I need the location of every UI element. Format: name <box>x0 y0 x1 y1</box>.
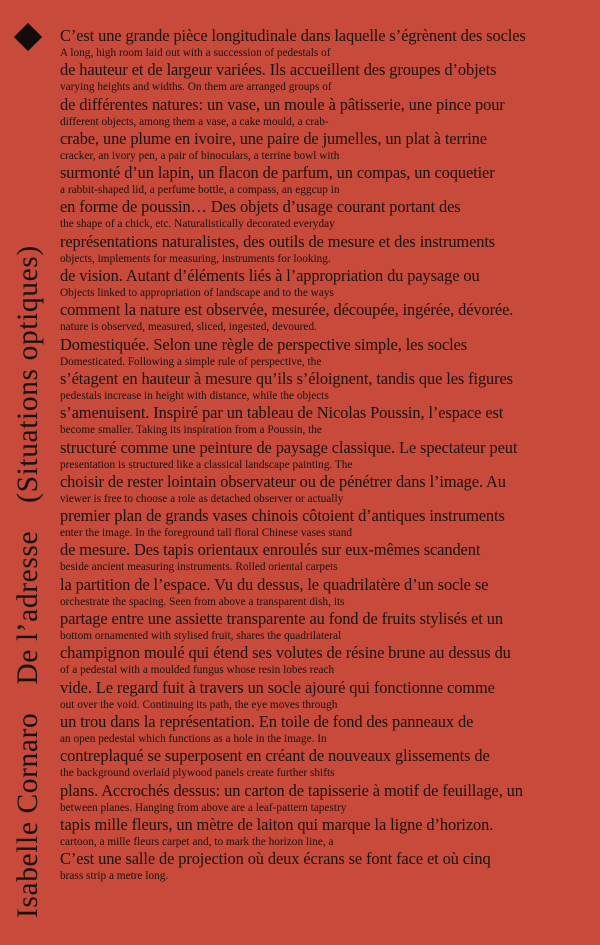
french-line: de différentes natures: un vase, un moule à pâtisserie, une pince pour <box>60 94 505 114</box>
french-line: comment la nature est observée, mesurée, découpée, ingérée, dévorée. <box>60 300 514 320</box>
english-line: Objects linked to appropriation of landscape and to the ways <box>60 287 334 300</box>
text-pair <box>60 746 595 780</box>
french-line: tapis mille fleurs, un mètre de laiton qui marque la ligne d’horizon. <box>60 814 494 834</box>
english-line: the shape of a chick, etc. Naturalistically decorated everyday <box>60 218 335 231</box>
french-line: la partition de l’espace. Vu du dessus, le quadrilatère d’un socle se <box>60 574 489 594</box>
text-pair <box>60 678 595 712</box>
french-line: de mesure. Des tapis orientaux enroulés sur eux-mêmes scandent <box>60 540 481 560</box>
french-line: structuré comme une peinture de paysage classique. Le spectateur peut <box>60 437 518 457</box>
diamond-ornament-icon <box>14 23 42 51</box>
english-line: Domesticated. Following a simple rule of perspective, the <box>60 355 322 368</box>
english-line: viewer is free to choose a role as detached observer or actually <box>60 492 344 505</box>
french-line: crabe, une plume en ivoire, une paire de jumelles, un plat à terrine <box>60 128 487 148</box>
french-line: de vision. Autant d’éléments liés à l’appropriation du paysage ou <box>60 266 480 286</box>
english-line: beside ancient measuring instruments. Rolled oriental carpets <box>60 561 338 574</box>
text-pair <box>60 335 595 369</box>
english-line: brass strip a metre long. <box>60 870 169 883</box>
english-line: nature is observed, measured, sliced, ingested, devoured. <box>60 321 317 334</box>
work-title: De l’adresse <box>12 530 45 685</box>
english-line: enter the image. In the foreground tall floral Chinese vases stand <box>60 527 353 540</box>
text-pair <box>60 403 595 437</box>
english-line: out over the void. Continuing its path, the eye moves through <box>60 698 338 711</box>
english-line: varying heights and widths. On them are arranged groups of <box>60 81 332 94</box>
text-pair <box>60 232 595 266</box>
french-line: champignon moulé qui étend ses volutes de résine brune au dessus du <box>60 643 511 663</box>
text-pair <box>60 849 595 883</box>
french-line: s’étagent en hauteur à mesure qu’ils s’éloignent, tandis que les figures <box>60 368 513 388</box>
english-line: of a pedestal with a moulded fungus whose resin lobes reach <box>60 664 335 677</box>
english-line: bottom ornamented with stylised fruit, shares the quadrilateral <box>60 630 342 643</box>
work-subtitle: (Situations optiques) <box>12 245 45 503</box>
text-pair <box>60 300 595 334</box>
author-name: Isabelle Cornaro <box>12 712 45 918</box>
french-line: représentations naturalistes, des outils de mesure et des instruments <box>60 231 496 251</box>
french-line: C’est une salle de projection où deux écrans se font face et où cinq <box>60 849 491 869</box>
text-pair <box>60 266 595 300</box>
text-pair <box>60 163 595 197</box>
text-pair <box>60 815 595 849</box>
french-line: en forme de poussin… Des objets d’usage courant portant des <box>60 197 461 217</box>
french-line: C’est une grande pièce longitudinale dans laquelle s’égrènent des socles <box>60 26 526 45</box>
french-line: vide. Le regard fuit à travers un socle ajouré qui fonctionne comme <box>60 677 495 697</box>
english-line: an open pedestal which functions as a hole in the image. In <box>60 732 327 745</box>
bilingual-text <box>60 26 595 883</box>
french-line: contreplaqué se superposent en créant de nouveaux glissements de <box>60 746 490 766</box>
french-line: un trou dans la représentation. En toile de fond des panneaux de <box>60 711 474 731</box>
english-line: different objects, among them a vase, a cake mould, a crab- <box>60 115 329 128</box>
english-line: cartoon, a mille fleurs carpet and, to mark the horizon line, a <box>60 835 334 848</box>
french-line: de hauteur et de largeur variées. Ils accueillent des groupes d’objets <box>60 60 497 80</box>
text-pair <box>60 609 595 643</box>
text-pair <box>60 369 595 403</box>
french-line: s’amenuisent. Inspiré par un tableau de Nicolas Poussin, l’espace est <box>60 403 504 423</box>
text-pair <box>60 26 595 60</box>
french-line: Domestiquée. Selon une règle de perspective simple, les socles <box>60 334 468 354</box>
english-line: the background overlaid plywood panels create further shifts <box>60 767 335 780</box>
english-line: between planes. Hanging from above are a leaf-pattern tapestry <box>60 801 347 814</box>
french-line: plans. Accrochés dessus: un carton de tapisserie à motif de feuillage, un <box>60 780 523 800</box>
text-pair <box>60 575 595 609</box>
text-pair <box>60 197 595 231</box>
french-line: premier plan de grands vases chinois côtoient d’antiques instruments <box>60 506 505 526</box>
text-pair <box>60 781 595 815</box>
vertical-title <box>12 245 46 918</box>
french-line: partage entre une assiette transparente au fond de fruits stylisés et un <box>60 609 503 629</box>
english-line: pedestals increase in height with distance, while the objects <box>60 389 329 402</box>
english-line: become smaller. Taking its inspiration from a Poussin, the <box>60 424 322 437</box>
text-pair <box>60 129 595 163</box>
english-line: a rabbit-shaped lid, a perfume bottle, a compass, an eggcup in <box>60 184 340 197</box>
english-line: A long, high room laid out with a succession of pedestals of <box>60 47 331 59</box>
french-line: choisir de rester lointain observateur ou de pénétrer dans l’image. Au <box>60 471 506 491</box>
text-pair <box>60 712 595 746</box>
text-pair <box>60 506 595 540</box>
text-pair <box>60 95 595 129</box>
french-line: surmonté d’un lapin, un flacon de parfum, un compas, un coquetier <box>60 163 495 183</box>
english-line: cracker, an ivory pen, a pair of binoculars, a terrine bowl with <box>60 149 340 162</box>
text-pair <box>60 438 595 472</box>
text-pair <box>60 60 595 94</box>
text-pair <box>60 540 595 574</box>
text-pair <box>60 643 595 677</box>
english-line: objects, implements for measuring, instruments for looking. <box>60 252 331 265</box>
english-line: orchestrate the spacing. Seen from above a transparent dish, its <box>60 595 345 608</box>
text-pair <box>60 472 595 506</box>
english-line: presentation is structured like a classical landscape painting. The <box>60 458 353 471</box>
